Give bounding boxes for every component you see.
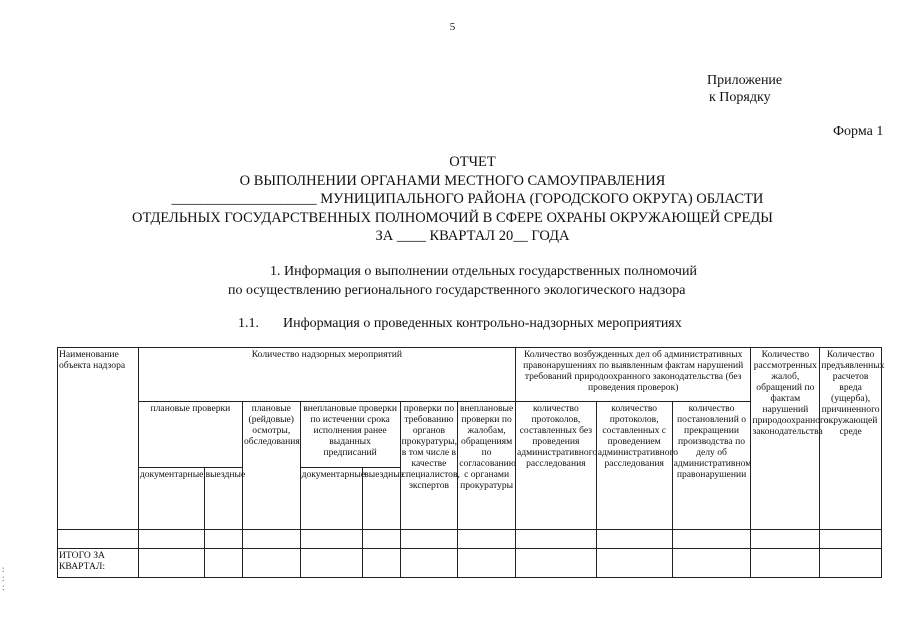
table-cell[interactable] [300,530,363,549]
header-complaints-count: Количество рассмотренных жалоб, обращений по фактам нарушений природоохранного законодательства [751,348,820,530]
table-cell[interactable] [204,549,242,578]
header-complaint-inspections: внеплановые проверки по жалобам, обращениям по согласованию с органами прокуратуры [458,402,516,530]
header-unplanned-documentary: документарные [300,468,363,530]
table-row [58,530,882,549]
header-raid-inspections: плановые (рейдовые) осмотры, обследования [242,402,300,530]
table-cell[interactable] [138,549,204,578]
header-planned-onsite: выездные [204,468,242,530]
table-cell[interactable] [204,530,242,549]
header-protocols-investigation: количество протоколов, составленных с проведением административного расследования [596,402,672,530]
header-planned-inspections: плановые проверки [138,402,242,468]
header-object: Наименование объекта надзора [58,348,139,530]
table-cell[interactable] [672,549,751,578]
table-cell[interactable] [242,530,300,549]
table-cell[interactable] [515,530,596,549]
section-1-line-2: по осуществлению регионального государственного экологического надзора [228,283,686,298]
header-damage-claims-count: Количество предъявленных расчетов вреда (ущерба), причиненного окружающей среде [820,348,882,530]
table-cell[interactable] [458,530,516,549]
total-row [58,549,882,578]
section-1-1-text: Информация о проведенных контрольно-надзорных мероприятиях [283,316,682,331]
header-unplanned-onsite: выездные [363,468,400,530]
table-cell[interactable] [138,530,204,549]
total-label: ИТОГО ЗА КВАРТАЛ: [58,549,139,578]
section-1-line-1: 1. Информация о выполнении отдельных государственных полномочий [270,264,697,279]
section-1-1-heading [238,316,682,332]
title-line-3: ____________________ МУНИЦИПАЛЬНОГО РАЙОНА (ГОРОДСКОГО ОКРУГА) ОБЛАСТИ [171,191,764,207]
appendix-line-2: к Порядку [709,90,771,105]
table-cell[interactable] [400,530,458,549]
table-cell[interactable] [672,530,751,549]
appendix-note [707,72,782,106]
scan-edge-marks: : : : [2,564,5,592]
section-1-1-number: 1.1. [238,316,259,331]
title-line-1: ОТЧЕТ [449,154,496,170]
table-cell[interactable] [515,549,596,578]
table-cell[interactable] [58,530,139,549]
header-cases-count: Количество возбужденных дел об административных правонарушениях по выявленным фактам нарушений требований природоохранного законодательства (без проведения проверок) [515,348,751,402]
table-cell[interactable] [751,530,820,549]
page-number: 5 [449,21,456,33]
table-cell[interactable] [596,549,672,578]
title-line-4: ОТДЕЛЬНЫХ ГОСУДАРСТВЕННЫХ ПОЛНОМОЧИЙ В СФЕРЕ ОХРАНЫ ОКРУЖАЮЩЕЙ СРЕДЫ [132,209,773,226]
header-prosecutor-inspections: проверки по требованию органов прокуратуры, в том числе в качестве специалистов, экспертов [400,402,458,530]
table-cell[interactable] [400,549,458,578]
table-cell[interactable] [363,549,400,578]
table-cell[interactable] [596,530,672,549]
header-unplanned-prescriptions: внеплановые проверки по истечении срока исполнения ранее выданных предписаний [300,402,400,468]
title-line-5: ЗА ____ КВАРТАЛ 20__ ГОДА [375,228,570,244]
table-cell[interactable] [458,549,516,578]
table-cell[interactable] [363,530,400,549]
table-cell[interactable] [820,530,882,549]
header-planned-documentary: документарные [138,468,204,530]
header-inspections-count: Количество надзорных мероприятий [138,348,515,402]
section-1-heading [0,262,905,300]
header-termination-orders: количество постановлений о прекращении производства по делу об административном правонарушении [672,402,751,530]
appendix-line-1: Приложение [707,73,783,88]
form-label: Форма 1 [833,124,884,139]
inspections-table [57,347,885,578]
report-title [0,153,905,246]
table-cell[interactable] [300,549,363,578]
header-protocols-no-investigation: количество протоколов, составленных без проведения административного расследования [515,402,596,530]
table-cell[interactable] [820,549,882,578]
table-cell[interactable] [242,549,300,578]
title-line-2: О ВЫПОЛНЕНИИ ОРГАНАМИ МЕСТНОГО САМОУПРАВЛЕНИЯ [239,172,666,189]
table-cell[interactable] [751,549,820,578]
